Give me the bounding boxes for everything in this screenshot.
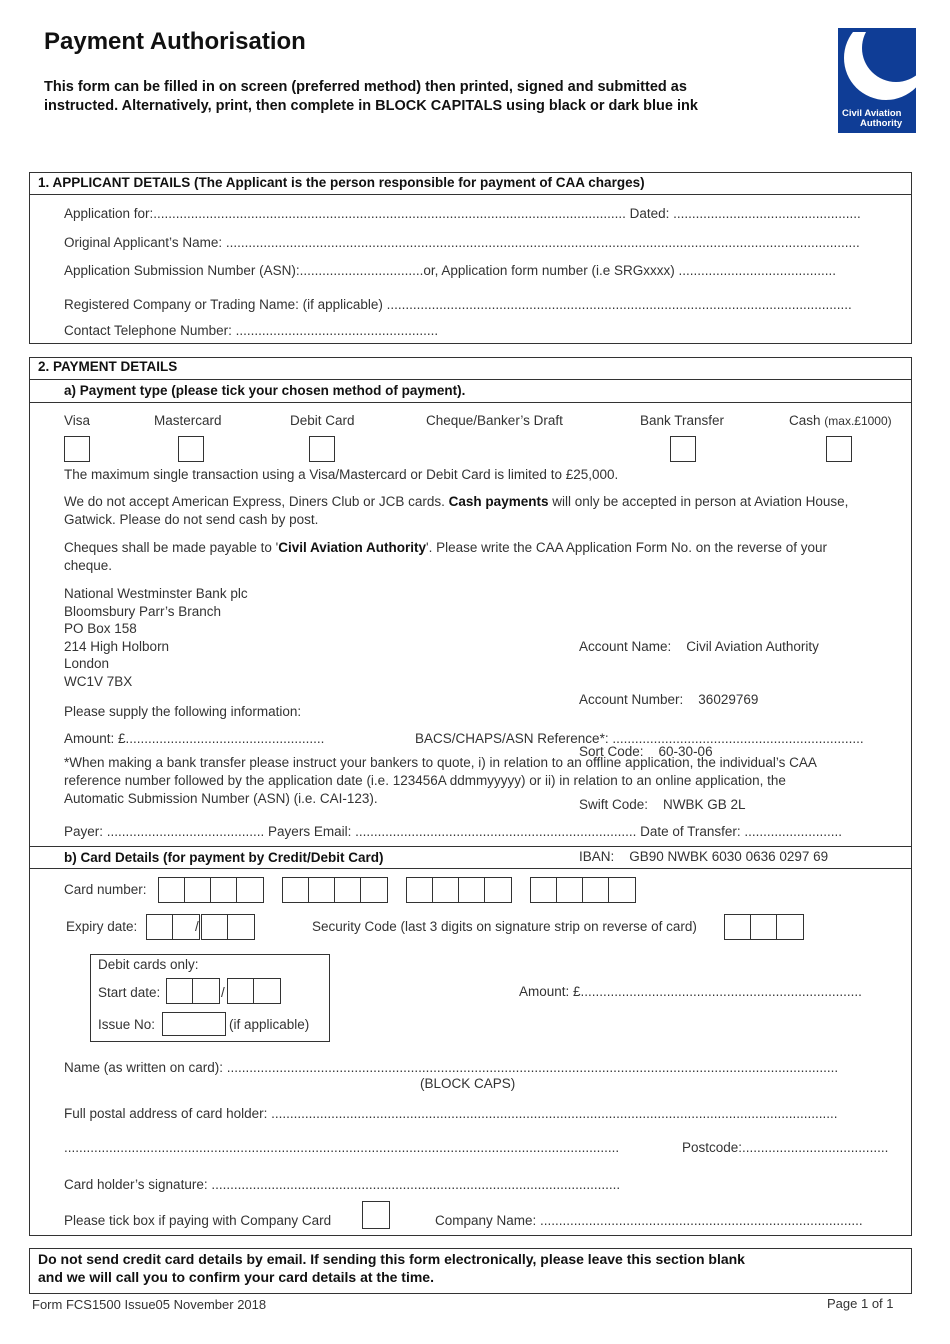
card-number-group-1[interactable] <box>158 877 264 903</box>
postal-address-line2[interactable]: .................................................................................................................................................... <box>64 1140 620 1155</box>
application-for-field[interactable]: Application for:.............................................................................................................................. Dated: .................................................. <box>64 206 861 221</box>
intro-text: This form can be filled in on screen (preferred method) then printed, signed and submitted as instructed. Alternatively, print, then complete in BLOCK CAPITALS using black or dark blue ink <box>44 79 698 114</box>
start-month[interactable] <box>166 978 220 1004</box>
telephone-field[interactable]: Contact Telephone Number: ...................................................... <box>64 323 439 338</box>
transfer-amount-field[interactable]: Amount: £..................................................... <box>64 731 325 746</box>
issue-no-input[interactable] <box>162 1012 226 1036</box>
bacs-reference-field[interactable]: BACS/CHAPS/ASN Reference*: ................................................................... <box>415 731 864 746</box>
name-on-card-field[interactable]: Name (as written on card): ................................................................................................................................................................... <box>64 1060 839 1075</box>
card-number-group-4[interactable] <box>530 877 636 903</box>
bank-address: National Westminster Bank plc Bloomsbury Parr’s Branch PO Box 158 214 High Holborn London WC1V 7BX <box>64 586 248 689</box>
original-applicant-field[interactable]: Original Applicant’s Name: ......................................................................................................................................................................... <box>64 235 860 250</box>
card-number-label: Card number: <box>64 882 147 897</box>
method-cheque-label: Cheque/Banker’s Draft <box>426 413 563 428</box>
method-debit-label: Debit Card <box>290 413 355 428</box>
card-details-heading: b) Card Details (for payment by Credit/Debit Card) <box>64 850 384 865</box>
debit-checkbox[interactable] <box>309 436 335 462</box>
method-cash-label: Cash (max.£1000) <box>789 413 892 428</box>
company-name-field-card[interactable]: Company Name: ...................................................................................... <box>435 1213 863 1228</box>
account-details: Account Name: Civil Aviation Authority Account Number: 36029769 Sort Code: 60-30-06 Swift Code: NWBK GB 2L IBAN: GB90 NWBK 6030 0636 0297 69 <box>579 639 829 864</box>
expiry-year[interactable] <box>201 914 255 940</box>
expiry-month[interactable] <box>146 914 200 940</box>
supply-info: Please supply the following information: <box>64 704 302 719</box>
security-code-label: Security Code (last 3 digits on signature strip on reverse of card) <box>312 919 697 934</box>
page-title: Payment Authorisation <box>44 28 306 55</box>
expiry-label: Expiry date: <box>66 919 138 934</box>
debit-only-label: Debit cards only: <box>98 957 199 972</box>
transfer-note: *When making a bank transfer please instruct your bankers to quote, i) in relation to an offline application, the individual’s CAA reference number followed by the application date (i.e. 123456A ddmmyyyyy) or ii) in relation to an online application, the Automatic Submission Number (ASN) (i.e. CAI-123). <box>64 755 817 806</box>
postcode-field[interactable]: Postcode:....................................... <box>682 1140 889 1155</box>
asn-field[interactable]: Application Submission Number (ASN):.................................or, Application form number (i.e SRGxxxx) .......................................... <box>64 263 836 278</box>
method-visa-label: Visa <box>64 413 91 428</box>
payment-type-heading: a) Payment type (please tick your chosen method of payment). <box>64 383 466 398</box>
mastercard-checkbox[interactable] <box>178 436 204 462</box>
method-mastercard-label: Mastercard <box>154 413 222 428</box>
section-applicant-details <box>29 172 912 344</box>
limit-note: The maximum single transaction using a Visa/Mastercard or Debit Card is limited to £25,000. <box>64 467 619 482</box>
method-transfer-label: Bank Transfer <box>640 413 725 428</box>
transfer-checkbox[interactable] <box>670 436 696 462</box>
company-name-field[interactable]: Registered Company or Trading Name: (if applicable) ............................................................................................................................ <box>64 297 852 312</box>
company-card-label: Please tick box if paying with Company Card <box>64 1213 332 1228</box>
section2-heading: 2. PAYMENT DETAILS <box>38 359 178 374</box>
caa-logo: Civil Aviation Authority <box>838 28 916 133</box>
visa-checkbox[interactable] <box>64 436 90 462</box>
cash-checkbox[interactable] <box>826 436 852 462</box>
postal-address-field[interactable]: Full postal address of card holder: ....................................................................................................................................................... <box>64 1106 838 1121</box>
section1-heading: 1. APPLICANT DETAILS (The Applicant is the person responsible for payment of CAA charges) <box>38 175 645 190</box>
card-number-group-3[interactable] <box>406 877 512 903</box>
form-id: Form FCS1500 Issue05 November 2018 <box>32 1297 267 1312</box>
card-number-group-2[interactable] <box>282 877 388 903</box>
block-caps-label: (BLOCK CAPS) <box>420 1076 516 1091</box>
security-code-input[interactable] <box>724 914 804 940</box>
warning-text: Do not send credit card details by email. If sending this form electronically, please leave this section blank and we will call you to confirm your card details at the time. <box>38 1251 745 1285</box>
page-number: Page 1 of 1 <box>827 1296 894 1311</box>
start-year[interactable] <box>227 978 281 1004</box>
payer-field[interactable]: Payer: .......................................... Payers Email: ........................................................................... Date of Transfer: .......................... <box>64 824 842 839</box>
accept-note: We do not accept American Express, Diners Club or JCB cards. Cash payments will only be accepted in person at Aviation House, Gatwick. Please do not send cash by post. <box>64 494 849 527</box>
start-date-label: Start date: <box>98 985 161 1000</box>
card-amount-field[interactable]: Amount: £........................................................................... <box>519 984 862 999</box>
cheque-note: Cheques shall be made payable to 'Civil Aviation Authority'. Please write the CAA Application Form No. on the reverse of your cheque. <box>64 540 828 573</box>
issue-no-label: Issue No: <box>98 1017 156 1032</box>
if-applicable-label: (if applicable) <box>229 1017 310 1032</box>
signature-field[interactable]: Card holder’s signature: ............................................................................................................. <box>64 1177 621 1192</box>
company-card-checkbox[interactable] <box>362 1201 390 1229</box>
